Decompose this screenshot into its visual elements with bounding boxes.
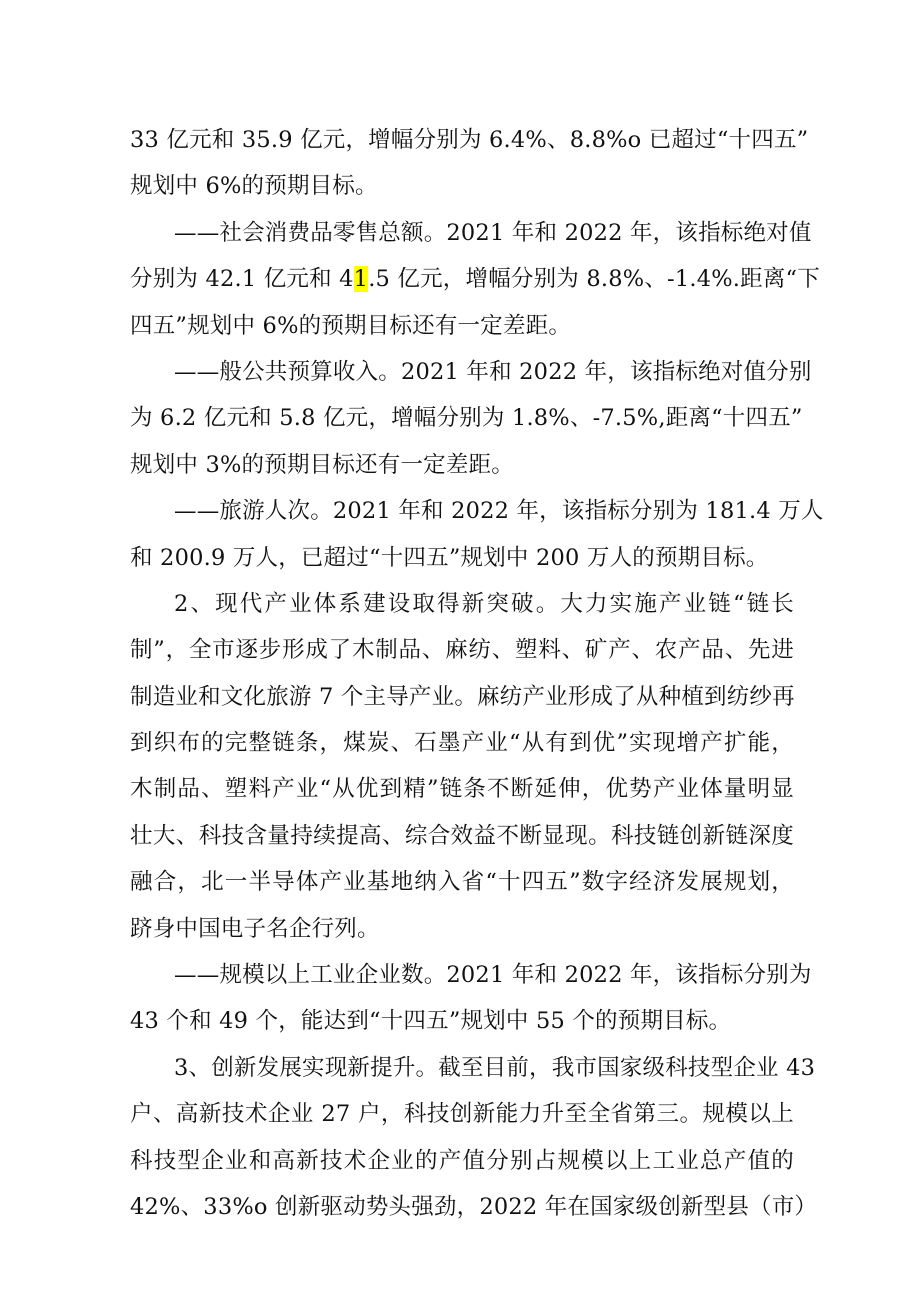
text-line: 制”，全市逐步形成了木制品、麻纺、塑料、矿产、农产品、先进 — [130, 637, 794, 664]
text-line: ——社会消费品零售总额。2021 年和 2022 年，该指标绝对值 — [174, 219, 812, 246]
text-line: 跻身中国电子名企行列。 — [130, 915, 380, 942]
text-line — [130, 256, 820, 302]
text-line: 33 亿元和 35.9 亿元，增幅分别为 6.4%、8.8%o 已超过“十四五” — [130, 127, 809, 153]
document-body — [130, 117, 824, 1230]
text-line: 四五”规划中 6%的预期目标还有一定差距。 — [130, 312, 572, 339]
text-line: 和 200.9 万人，已超过“十四五”规划中 200 万人的预期目标。 — [130, 544, 769, 571]
text-line: 制造业和文化旅游 7 个主导产业。麻纺产业形成了从种植到纺纱再 — [130, 683, 795, 710]
text-line: 为 6.2 亿元和 5.8 亿元，增幅分别为 1.8%、-7.5%,距离“十四五” — [130, 405, 803, 432]
text-segment: .5 亿元，增幅分别为 8.8%、-1.4%.距离“下 — [368, 266, 820, 293]
text-line: 42%、33%o 创新驱动势头强劲，2022 年在国家级创新型县（市） — [130, 1193, 818, 1220]
text-segment: 分别为 42.1 亿元和 4 — [130, 266, 354, 293]
text-line: 壮大、科技含量持续提高、综合效益不断显现。科技链创新链深度 — [130, 822, 794, 849]
highlighted-text: 1 — [353, 266, 369, 293]
text-line: 2、现代产业体系建设取得新突破。大力实施产业链“链长 — [174, 590, 794, 617]
text-line: 融合，北一半导体产业基地纳入省“十四五”数字经济发展规划， — [130, 869, 794, 896]
text-line: 3、创新发展实现新提升。截至目前，我市国家级科技型企业 43 — [174, 1054, 816, 1081]
text-line: 到织布的完整链条，煤炭、石墨产业“从有到优”实现增产扩能， — [130, 730, 794, 757]
text-line: 科技型企业和高新技术企业的产值分别占规模以上工业总产值的 — [130, 1147, 794, 1174]
text-line: 户、高新技术企业 27 户，科技创新能力升至全省第三。规模以上 — [130, 1101, 794, 1128]
text-line: 木制品、塑料产业“从优到精”链条不断延伸，优势产业体量明显 — [130, 776, 794, 803]
text-line: 43 个和 49 个，能达到“十四五”规划中 55 个的预期目标。 — [130, 1008, 732, 1035]
text-line: ——规模以上工业企业数。2021 年和 2022 年，该指标分别为 — [174, 962, 812, 989]
text-line: 规划中 6%的预期目标。 — [130, 173, 378, 200]
text-line: ——般公共预算收入。2021 年和 2022 年，该指标绝对值分别 — [174, 358, 812, 385]
text-line: 规划中 3%的预期目标还有一定差距。 — [130, 451, 514, 478]
text-line: ——旅游人次。2021 年和 2022 年，该指标分别为 181.4 万人 — [174, 498, 824, 525]
